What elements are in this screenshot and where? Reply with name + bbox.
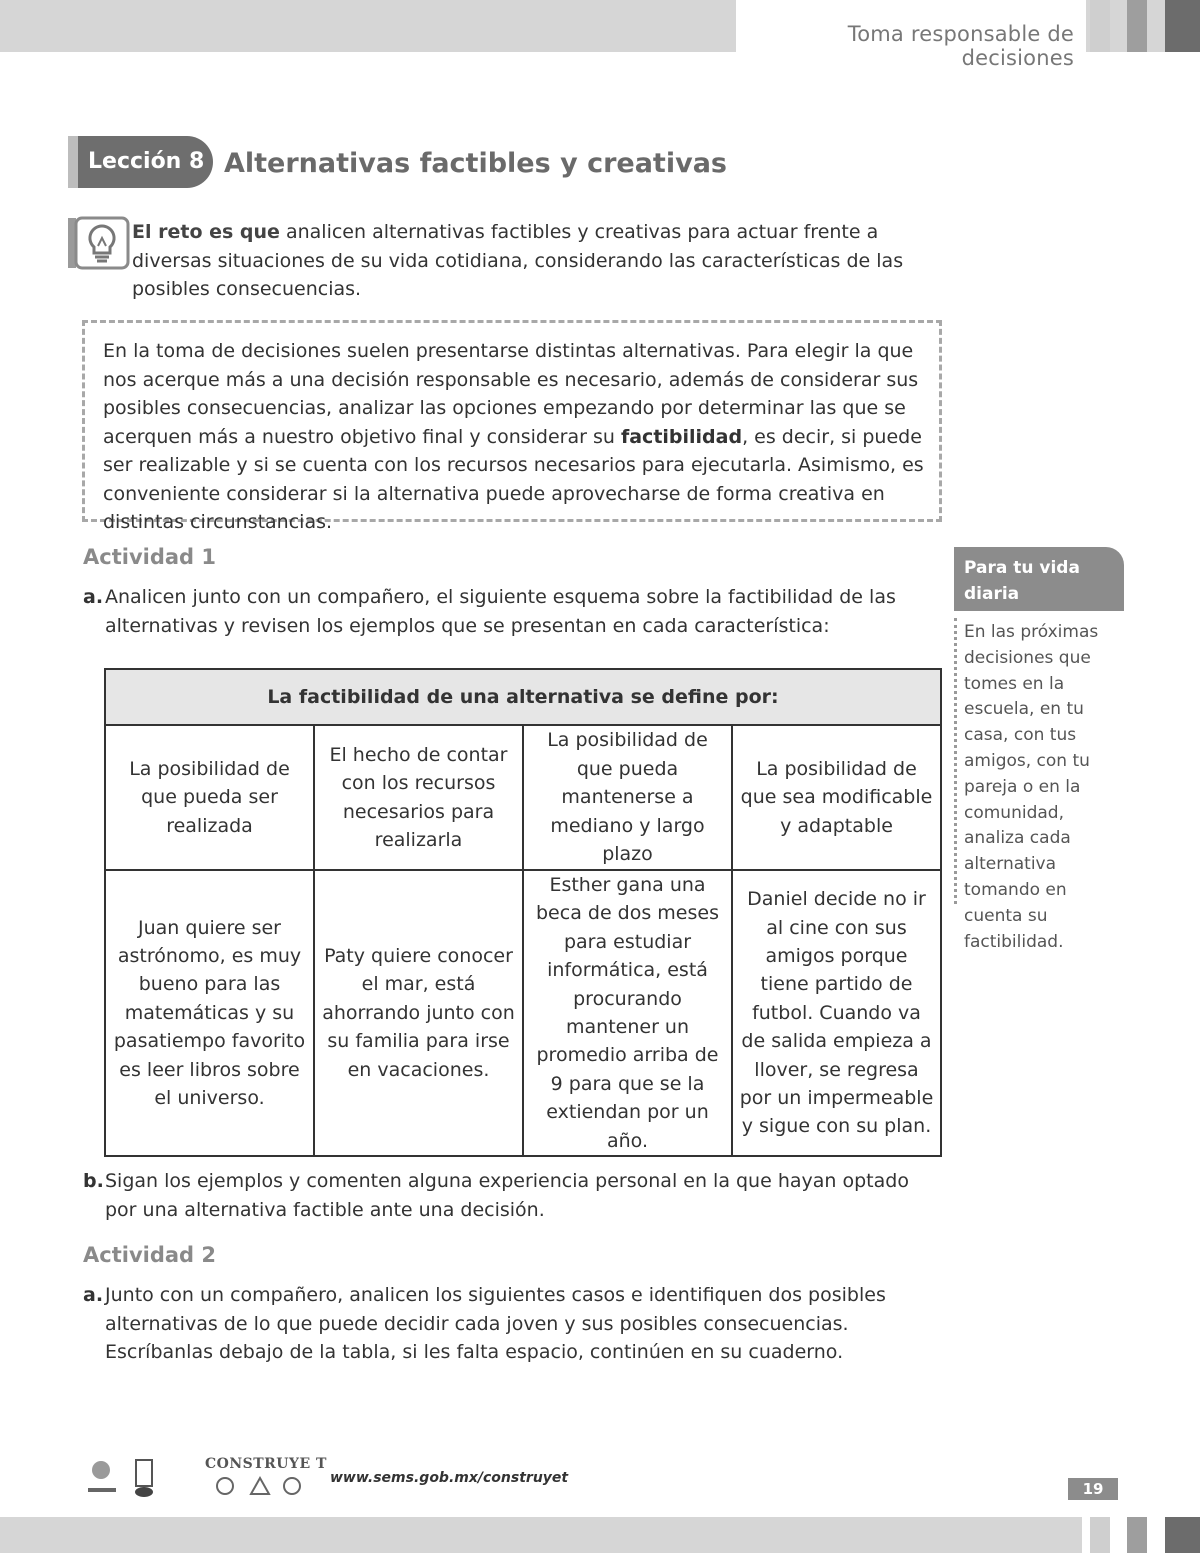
lesson-title: Alternativas factibles y creativas	[224, 148, 727, 179]
page-number: 19	[1068, 1478, 1118, 1500]
lesson-number: Lección 8	[88, 149, 205, 174]
footer-tab-2	[1127, 1517, 1147, 1553]
table-characteristic: La posibilidad de que pueda mantenerse a mediano y largo plazo	[523, 725, 732, 870]
factibility-table	[104, 668, 942, 1157]
intro-paragraph: En la toma de decisiones suelen presentarse distintas alternativas. Para elegir la que nos acerque más a una decisión responsable es necesario, además de considerar sus posibles consecuencias, analizar las opciones empezando por determinar las que se acerquen más a nuestro objetivo final y considerar su factibilidad, es decir, si puede ser realizable y si se cuenta con los recursos necesarios para ejecutarla. Asimismo, es conveniente considerar si la alternativa puede aprovecharse de forma creativa en distintas circunstancias.	[103, 340, 924, 533]
table-header: La factibilidad de una alternativa se define por:	[105, 669, 941, 725]
footer-tab-3	[1165, 1517, 1200, 1553]
challenge-body: analicen alternativas factibles y creativas para actuar frente a diversas situaciones de su vida cotidiana, considerando las características de las posibles consecuencias.	[132, 221, 904, 300]
table-example: Paty quiere conocer el mar, está ahorrando junto con su familia para irse en vacaciones.	[314, 870, 523, 1156]
activity-2-title: Actividad 2	[83, 1243, 216, 1267]
challenge-text	[132, 218, 944, 304]
table-example: Juan quiere ser astrónomo, es muy bueno para las matemáticas y su pasatiempo favorito es leer libros sobre el universo.	[105, 870, 314, 1156]
footer-tab-1	[1090, 1517, 1110, 1553]
header-title: Toma responsable de decisiones	[847, 22, 1074, 70]
footer-logo-text: CONSTRUYE T	[205, 1456, 327, 1472]
intro-keyword: factibilidad	[620, 425, 743, 448]
footer-bar	[0, 1517, 1200, 1553]
sidebar-text: En las próximas decisiones que tomes en la escuela, en tu casa, con tus amigos, con tu pareja o en la comunidad, analiza cada alternativa tomando en cuenta su factibilidad.	[964, 622, 1099, 952]
header-tab-2	[1127, 0, 1147, 52]
sidebar-title: Para tu vida diaria	[964, 558, 1080, 604]
intro-box	[82, 320, 942, 533]
table-characteristic: La posibilidad de que sea modificable y adaptable	[732, 725, 941, 870]
lightbulb-icon	[68, 216, 130, 270]
activity-1-title: Actividad 1	[83, 545, 216, 569]
table-example: Daniel decide no ir al cine con sus amigos porque tiene partido de futbol. Cuando va de salida empieza a llover, se regresa por un impermeable y sigue con su plan.	[732, 870, 941, 1156]
header-tab-3	[1165, 0, 1200, 52]
challenge-lead: El reto es que	[132, 221, 280, 243]
table-characteristic: El hecho de contar con los recursos necesarios para realizarla	[314, 725, 523, 870]
footer-url[interactable]: www.sems.gob.mx/construyet	[330, 1470, 569, 1486]
table-characteristic: La posibilidad de que pueda ser realizada	[105, 725, 314, 870]
lesson-badge	[68, 136, 213, 188]
sidebar-header	[954, 547, 1124, 611]
table-example: Esther gana una beca de dos meses para estudiar informática, está procurando mantener un promedio arriba de 9 para que se la extiendan por un año.	[523, 870, 732, 1156]
header-tab-1	[1090, 0, 1110, 52]
sidebar-divider	[954, 618, 957, 904]
